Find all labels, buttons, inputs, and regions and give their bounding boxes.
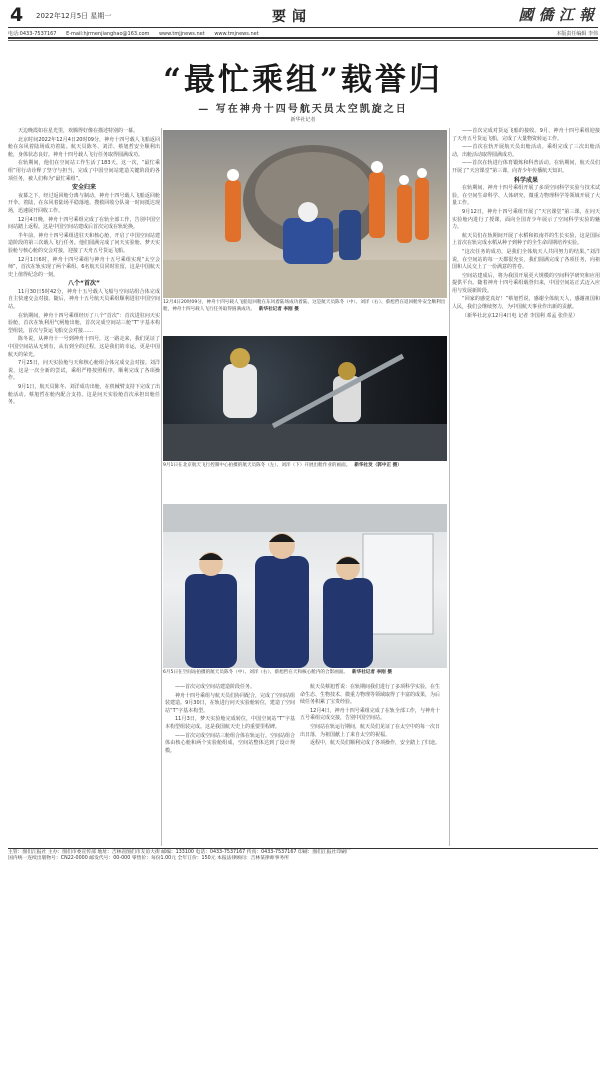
paragraph: 半年前，神舟十四号乘组进驻天和核心舱，开启了中国空间站建造阶段的第三次载人飞行任务。他们圆满完成了问天实验舱、梦天实验舱与核心舱的交会对接，迎接了天舟五号货运飞船。	[8, 232, 160, 254]
subhead-science-results: 科学成果	[513, 176, 538, 184]
column-divider	[161, 128, 162, 846]
page-number: 4	[10, 4, 24, 26]
footer-rule	[8, 848, 598, 849]
headline-byline: 新华社记者	[290, 117, 316, 123]
paragraph: 空间站建成后，将为我国开展更大规模的空间科学研究和应用提供平台。随着神舟十四号乘组载誉归来，中国空间站正式迈入应用与发展新阶段。	[452, 272, 600, 294]
paragraph: 11月30日5时42分，神舟十五号载人飞船与空间站组合体完成自主快速交会对接。随后，神舟十五号航天员乘组顺利进驻中国空间站。	[8, 288, 160, 311]
paragraph: 12月4日，神舟十四号乘组完成了在轨全部工作，与神舟十五号乘组完成交接，告别中国空间站。	[300, 707, 440, 722]
caption-text: 6月5日在空间站拍摄的航天员陈冬（中）、刘洋（右）、蔡旭哲在天和核心舱内的合影画面。	[163, 670, 348, 675]
paragraph: 夜幕之下，经过返回舱分离与制动，神舟十四号载人飞船返回舱开伞、着陆，在东风着陆场平稳落地。搜救回收分队第一时间抵达现场，迅速展开回收工作。	[8, 192, 160, 214]
contact-editor: 本版责任编辑 李伟	[556, 31, 598, 37]
crew-portrait-illustration	[163, 504, 447, 668]
paragraph: 天边晚霞如在星光里，欢腾得好像在描述特别的一幕。	[18, 128, 139, 134]
section-title: 要闻	[272, 9, 312, 25]
paragraph: ——首次完成对货运飞船的接收。9月，神舟十四号乘组迎接了天舟五号货运飞船，完成了大量物资转运工作。	[452, 128, 600, 142]
header-rule-thick	[8, 37, 598, 39]
photo-credit: 新华社记者 李刚 摄	[258, 306, 299, 312]
visor-gold-2	[338, 362, 356, 380]
paragraph: 空间站在轨运行期间，航天员们见证了在太空中的每一次日出日落，为祖国献上了来自太空的祝福。	[300, 723, 441, 738]
paragraph: 在轨期间，神舟十四号乘组开展了多项空间科学实验与技术试验，在空间生命科学、人体研究、微重力物理科学等领域开展了大量工作。	[452, 185, 600, 207]
station-hull	[163, 424, 447, 461]
paragraph: 在轨期间，神舟十四号乘组经历了八个“首次”：首次进驻问天实验舱，首次在轨利用气闸舱出舱，首次完成空间站三舱“T”字基本构型组装，首次与货运飞船交会对接……	[8, 312, 160, 334]
paragraph: 9月1日，航天员陈冬、刘洋成功出舱，在机械臂支持下完成了出舱活动。蔡旭哲在舱内配合支持。这是问天实验舱首次承担出舱任务。	[8, 384, 160, 406]
header-rule-thin	[8, 40, 598, 41]
astronaut-in-suit	[283, 218, 333, 264]
paragraph: 航天员们在轨期间开展了水稻和拟南芥的生长实验，这是国际上首次在轨完成水稻从种子到种子的全生命周期培养实验。	[452, 232, 600, 247]
paragraph: 陈冬说，从神舟十一号到神舟十四号，这一路走来，我们见证了中国空间站从无到有，从有到全的过程，这是我们的幸运，更是中国航天的荣光。	[8, 336, 160, 358]
paragraph: 在轨期间，他们在空间站工作生活了183天。这一次，“最忙乘组”用行动诠释了坚守与担当，完成了中国空间站建造关键阶段的各项任务，被人们称为“最忙乘组”。	[8, 160, 160, 182]
paragraph: 11月3日，梦天实验舱完成转位，中国空间站“T”字基本构型组装完成。这是我国航天史上的重要里程碑。	[165, 716, 295, 730]
photo-caption-3	[163, 670, 447, 677]
photo-spacewalk	[163, 336, 447, 461]
module-panel	[363, 534, 433, 634]
paragraph: 返程中，航天员们顺利完成了各项操作，安全踏上了归途。	[310, 740, 441, 747]
astronaut-helmet	[298, 202, 318, 222]
photo-credit: 新华社记者 李刚 摄	[352, 670, 392, 675]
contact-phone: 电话:0433-7537167	[8, 31, 57, 37]
landing-scene-illustration	[163, 130, 447, 298]
rescue-staff	[339, 210, 361, 260]
photo-credit: 新华社发（郭中正 摄）	[354, 463, 402, 468]
article-column-left	[8, 128, 160, 846]
article-column-right	[452, 128, 600, 846]
astronaut-spacesuit-1	[223, 364, 257, 418]
caption-text: 9月1日在北京航天飞行控制中心拍摄的航天员陈冬（左）、刘洋（下）开展出舱作业的画面。	[163, 463, 351, 468]
contact-line	[8, 30, 598, 37]
contact-website-2[interactable]: www.tmjnews.net	[214, 31, 259, 37]
paragraph: 北京时间2022年12月4日20时09分，神舟十四号载人飞船返回舱在东风着陆场成功着陆。航天员陈冬、刘洋、蔡旭哲安全顺利出舱，身体状态良好。神舟十四号载人飞行任务取得圆满成功。	[8, 136, 160, 158]
article-column-mid-1	[165, 684, 295, 846]
footer-imprint	[8, 850, 598, 862]
spacewalk-illustration	[163, 336, 447, 461]
footer-line-2: 国内统一连续出版物号：CN22-0000 邮发代号：00-000 零售价：每份1.00元 全年订价：150元 本报法律顾问：吉林某律师事务所	[8, 856, 289, 861]
headline-subtitle: — 写在神舟十四号航天员太空凯旋之日	[198, 104, 408, 115]
paragraph: 12月4日晚，神舟十四号乘组完成了在轨全部工作，告别中国空间站踏上返程。这是中国空间站建成后首次完成在轨轮换。	[8, 216, 160, 231]
paragraph: 9月12日，神舟十四号乘组开展了“天宫课堂”第三课，在问天实验舱内进行了授课，面向全国青少年展示了空间科学实验的魅力。	[452, 208, 600, 231]
paragraph: （新华社北京12月4日电 记者 李国利 邓孟 张佳星）	[462, 312, 578, 319]
paragraph: 12月1日6时，神舟十四号乘组与神舟十五号乘组实现“太空会师”，首次在轨实现了两个乘组、6名航天员同时驻留，这是中国航天史上值得纪念的一刻。	[8, 256, 160, 278]
paragraph: ——首次在轨进行体育锻炼和科普活动。在轨期间，航天员们开展了“天宫课堂”第三课，向青少年传播航天知识。	[452, 160, 600, 174]
paragraph: ——首次完成空间站三舱组合体在轨运行。空间站组合体由核心舱和两个实验舱组成，空间站整体达到了设计规模。	[165, 732, 296, 754]
header-rule	[8, 27, 598, 28]
contact-email[interactable]: E-mail:hjrmenjianghao@163.com	[66, 31, 150, 37]
column-divider	[449, 128, 450, 846]
contact-website-1[interactable]: www.tmjjnews.net	[158, 31, 205, 37]
photo-astronaut-landing	[163, 130, 447, 298]
issue-date: 2022年12月5日 星期一	[36, 12, 112, 20]
photo-caption-1	[163, 300, 447, 313]
headline-title: “最忙乘组”载誉归	[163, 62, 443, 98]
photo-watermark: 问天·台·航天·机	[403, 1031, 444, 1079]
footer-line-1: 主管：图们江报社 主办：图们市委宣传部 地址：吉林省图们市友谊大街 邮编：133100 电话：0433-7537167 传真：0433-7537167 印刷：图们江报社印刷厂	[8, 850, 351, 855]
module-ceiling	[163, 504, 447, 532]
ground	[163, 260, 447, 298]
photo-caption-2	[163, 463, 447, 470]
visor-gold	[230, 348, 250, 368]
paragraph: 航天员蔡旭哲说：在轨期间我们进行了多项科学实验，在生命生态、生物技术、微重力物理等领域取得了丰富的成果，为后续任务积累了宝贵经验。	[300, 684, 441, 706]
subhead-eight-firsts: 八个“首次”	[68, 280, 100, 288]
paragraph: ——首次在轨开展航天员出舱活动。乘组完成了三次出舱活动，出舱活动取得圆满成功。	[452, 144, 600, 158]
subhead-safe-return: 安全归来	[71, 184, 96, 192]
newspaper-logo: 國 僑 江 報	[518, 6, 594, 24]
paragraph: 神舟十四号乘组与航天员们协同配合，完成了空间站组装建造。9月30日，在轨进行问天实验舱转位，建造了空间站“T”字基本构型。	[165, 692, 296, 714]
caption-text: 12月4日20时09分，神舟十四号载人飞船返回舱在东风着陆场成功着陆。这是航天员陈冬（中）、刘洋（右）、蔡旭哲在返回舱外安全顺利出舱，神舟十四号载人飞行任务取得圆满成功。	[163, 300, 446, 312]
paragraph: “这次任务的成功，是我们全体航天人共同努力的结果。”刘洋说，在空间站的每一天都很充实，我们圆满完成了各项任务，向祖国和人民交上了一份满意的答卷。	[452, 248, 600, 271]
paragraph: “回家的感觉真好！”蔡旭哲说，感谢全体航天人，感谢祖国和人民，我们会继续努力，为中国航天事业作出新的贡献。	[452, 296, 600, 311]
paragraph: 7月25日，问天实验舱与天和核心舱组合体完成交会对接。刘洋说，这是一次全新的尝试，乘组严格按照程序，顺利完成了各项操作。	[8, 360, 160, 382]
paragraph: ——首次完成空间站建造阶段任务。	[175, 684, 256, 690]
article-column-mid-2	[300, 684, 440, 846]
